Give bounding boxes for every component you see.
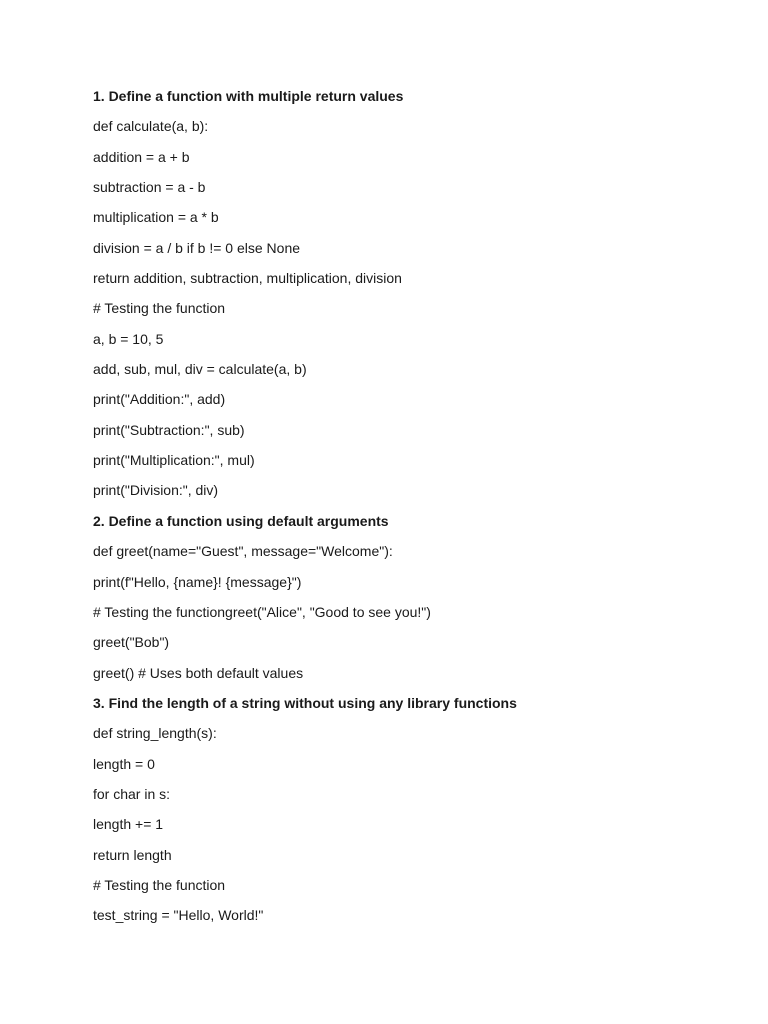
document-body [93, 86, 733, 936]
section-heading: 3. Find the length of a string without using any library functions [93, 694, 517, 711]
code-line: print("Subtraction:", sub) [93, 421, 245, 438]
code-line: greet("Bob") [93, 634, 170, 651]
code-line: multiplication = a * b [93, 209, 219, 226]
code-line: return addition, subtraction, multiplication, division [93, 270, 402, 287]
code-line: print("Multiplication:", mul) [93, 452, 255, 469]
code-line: print("Division:", div) [93, 482, 219, 499]
section-heading: 1. Define a function with multiple return values [93, 88, 404, 104]
code-line: def greet(name="Guest", message="Welcome"): [93, 543, 393, 560]
code-line: division = a / b if b != 0 else None [93, 239, 301, 256]
code-line: # Testing the functiongreet("Alice", "Good to see you!") [93, 603, 431, 620]
code-line: length += 1 [93, 816, 164, 833]
code-line: print(f"Hello, {name}! {message}") [93, 573, 302, 590]
code-line: def string_length(s): [93, 725, 217, 742]
code-line: greet() # Uses both default values [93, 664, 304, 681]
code-line: length = 0 [93, 755, 155, 772]
code-line: # Testing the function [93, 300, 226, 317]
code-line: test_string = "Hello, World!" [93, 907, 264, 924]
code-line: print("Addition:", add) [93, 391, 226, 408]
code-line: subtraction = a - b [93, 179, 206, 196]
code-line: return length [93, 846, 172, 863]
code-line: def calculate(a, b): [93, 118, 209, 135]
section-heading: 2. Define a function using default arguments [93, 512, 389, 529]
code-line: add, sub, mul, div = calculate(a, b) [93, 361, 307, 378]
code-line: a, b = 10, 5 [93, 330, 164, 347]
code-line: # Testing the function [93, 876, 226, 893]
code-line: addition = a + b [93, 148, 190, 165]
code-line: for char in s: [93, 785, 171, 802]
